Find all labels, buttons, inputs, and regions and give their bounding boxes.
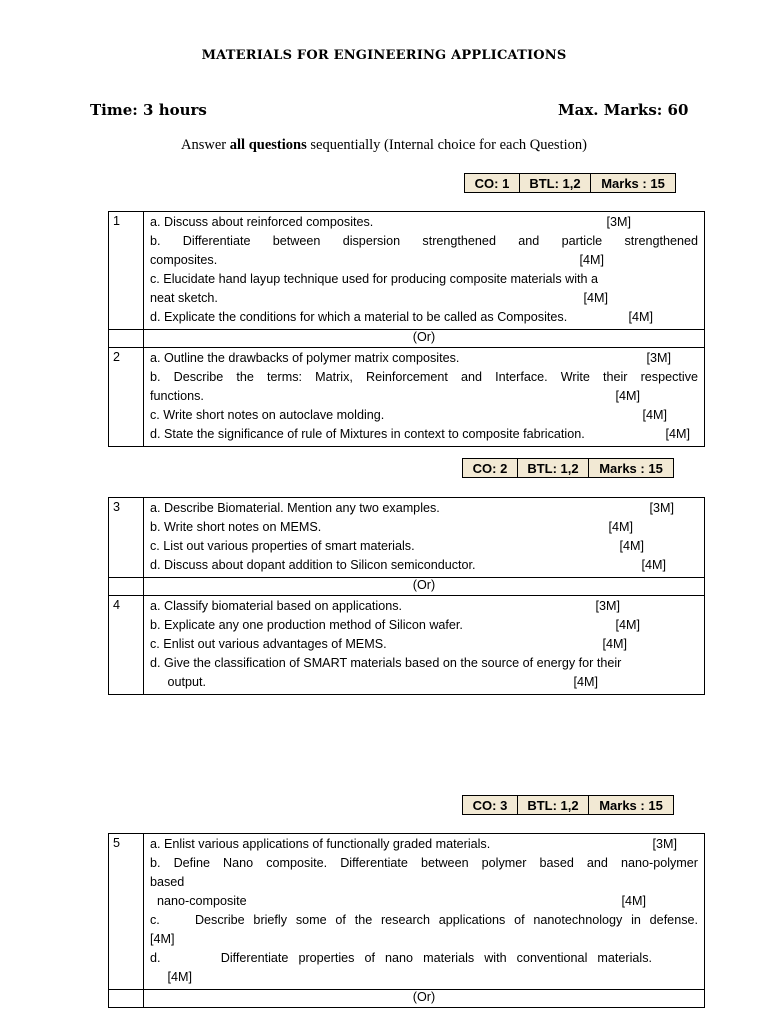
- question-row: [109, 212, 705, 330]
- question-row: [109, 596, 705, 695]
- btl-label: BTL: 1,2: [518, 459, 589, 478]
- question-line: nano-composite [4M]: [150, 894, 646, 908]
- question-number: 2: [109, 348, 144, 447]
- question-body: [144, 596, 705, 695]
- or-row: [109, 990, 705, 1008]
- question-line: c. Describe briefly some of the research applications of nanotechnology in defense.: [150, 913, 698, 927]
- question-body: [144, 212, 705, 330]
- co-box-3: [462, 795, 674, 815]
- question-line: [4M]: [150, 932, 175, 946]
- question-table-3: [108, 833, 705, 1008]
- question-line: c. List out various properties of smart materials. [4M]: [150, 539, 644, 553]
- question-row: [109, 498, 705, 578]
- question-line: c. Write short notes on autoclave molding. [4M]: [150, 408, 667, 422]
- or-label: (Or): [144, 990, 705, 1008]
- btl-label: BTL: 1,2: [520, 174, 591, 193]
- question-line: a. Enlist various applications of functionally graded materials. [3M]: [150, 837, 677, 851]
- question-row: [109, 348, 705, 447]
- max-marks: Max. Marks: 60: [558, 101, 689, 119]
- question-line: a. Outline the drawbacks of polymer matrix composites. [3M]: [150, 351, 671, 365]
- question-body: [144, 834, 705, 990]
- question-line: c. Elucidate hand layup technique used for producing composite materials with a: [150, 272, 599, 286]
- exam-duration: Time: 3 hours: [90, 101, 207, 119]
- co-box-1: [464, 173, 676, 193]
- question-line: d. Differentiate properties of nano materials with conventional materials.: [150, 951, 652, 965]
- question-line: a. Discuss about reinforced composites. [3M]: [150, 215, 631, 229]
- paper-title: MATERIALS FOR ENGINEERING APPLICATIONS: [201, 48, 567, 63]
- marks-label: Marks : 15: [589, 796, 674, 815]
- question-line: functions. [4M]: [150, 389, 640, 403]
- question-line: a. Describe Biomaterial. Mention any two examples. [3M]: [150, 501, 674, 515]
- question-table-1: [108, 211, 705, 447]
- or-label: (Or): [144, 578, 705, 596]
- question-number: 4: [109, 596, 144, 695]
- co-label: CO: 2: [463, 459, 518, 478]
- co-box-2: [462, 458, 674, 478]
- question-row: [109, 834, 705, 990]
- co-label: CO: 1: [465, 174, 520, 193]
- question-line: d. Explicate the conditions for which a material to be called as Composites. [4M]: [150, 310, 653, 324]
- question-line: a. Classify biomaterial based on applications. [3M]: [150, 599, 620, 613]
- or-row: [109, 330, 705, 348]
- question-line: c. Enlist out various advantages of MEMS. [4M]: [150, 637, 627, 651]
- question-line: b. Write short notes on MEMS. [4M]: [150, 520, 633, 534]
- question-line: b. Explicate any one production method of Silicon wafer. [4M]: [150, 618, 640, 632]
- question-line: neat sketch. [4M]: [150, 291, 608, 305]
- or-label: (Or): [144, 330, 705, 348]
- question-line: composites. [4M]: [150, 253, 604, 267]
- btl-label: BTL: 1,2: [518, 796, 589, 815]
- question-line: d. Give the classification of SMART materials based on the source of energy for their: [150, 656, 622, 670]
- question-number: 3: [109, 498, 144, 578]
- question-line: b. Describe the terms: Matrix, Reinforcement and Interface. Write their respective: [150, 370, 698, 384]
- question-number: 1: [109, 212, 144, 330]
- question-body: [144, 498, 705, 578]
- question-body: [144, 348, 705, 447]
- question-line: d. Discuss about dopant addition to Silicon semiconductor. [4M]: [150, 558, 666, 572]
- question-line: d. State the significance of rule of Mixtures in context to composite fabrication. [4M]: [150, 427, 690, 441]
- question-line: output. [4M]: [150, 675, 598, 689]
- question-line: based: [150, 875, 185, 889]
- question-number: 5: [109, 834, 144, 990]
- question-table-2: [108, 497, 705, 695]
- question-line: b. Define Nano composite. Differentiate between polymer based and nano-polymer: [150, 856, 698, 870]
- question-line: b. Differentiate between dispersion strengthened and particle strengthened: [150, 234, 698, 248]
- marks-label: Marks : 15: [591, 174, 676, 193]
- question-line: [4M]: [150, 970, 192, 984]
- instructions: Answer all questions sequentially (Internal choice for each Question): [181, 137, 587, 153]
- or-row: [109, 578, 705, 596]
- marks-label: Marks : 15: [589, 459, 674, 478]
- co-label: CO: 3: [463, 796, 518, 815]
